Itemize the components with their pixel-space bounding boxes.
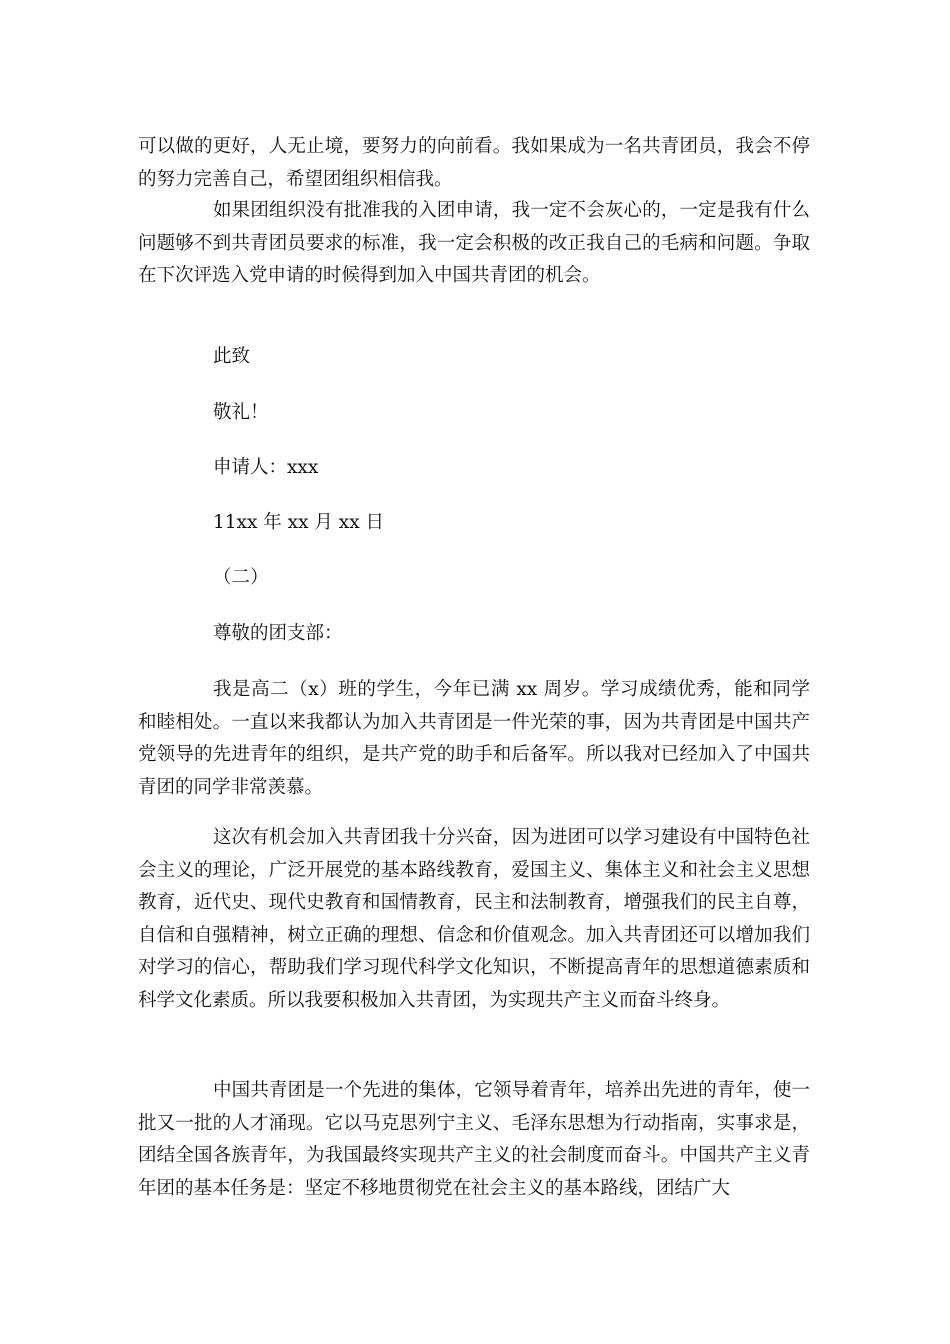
salutation-line: 尊敬的团支部： bbox=[213, 623, 343, 644]
date-line: 11xx 年 xx 月 xx 日 bbox=[213, 512, 385, 533]
paragraph-3: 我是高二（x）班的学生，今年已满 xx 周岁。学习成绩优秀，能和同学和睦相处。一直以来我都认为加入共青团是一件光荣的事，因为共青团是中国共产党领导的先进青年的组织，是共产党的助手和后备军。所以我对已经加入了中国共青团的同学非常羡慕。 bbox=[138, 679, 810, 798]
paragraph-5: 中国共青团是一个先进的集体，它领导着青年，培养出先进的青年，使一批又一批的人才涌现。它以马克思列宁主义、毛泽东思想为行动指南，实事求是，团结全国各族青年，为我国最终实现共产主义的社会制度而奋斗。中国共产主义青年团的基本任务是：坚定不移地贯彻党在社会主义的基本路线，团结广大 bbox=[138, 1080, 810, 1199]
section-heading: （二） bbox=[213, 567, 269, 588]
paragraph-2: 如果团组织没有批准我的入团申请，我一定不会灰心的，一定是我有什么问题够不到共青团员要求的标准，我一定会积极的改正我自己的毛病和问题。争取在下次评选入党申请的时候得到加入中国共青团的机会。 bbox=[138, 200, 810, 286]
paragraph-4: 这次有机会加入共青团我十分兴奋，因为进团可以学习建设有中国特色社会主义的理论，广泛开展党的基本路线教育，爱国主义、集体主义和社会主义思想教育，近代史、现代史教育和国情教育，民主和法制教育，增强我们的民主自尊，自信和自强精神，树立正确的理想、信念和价值观念。加入共青团还可以增加我们对学习的信心，帮助我们学习现代科学文化知识，不断提高青年的思想道德素质和科学文化素质。所以我要积极加入共青团，为实现共产主义而奋斗终身。 bbox=[138, 827, 810, 1011]
closing-line-2: 敬礼！ bbox=[213, 402, 269, 423]
paragraph-1: 可以做的更好，人无止境，要努力的向前看。我如果成为一名共青团员，我会不停的努力完善自己，希望团组织相信我。 bbox=[138, 136, 810, 190]
closing-line-1: 此致 bbox=[213, 346, 251, 367]
applicant-line: 申请人：xxx bbox=[213, 457, 319, 478]
